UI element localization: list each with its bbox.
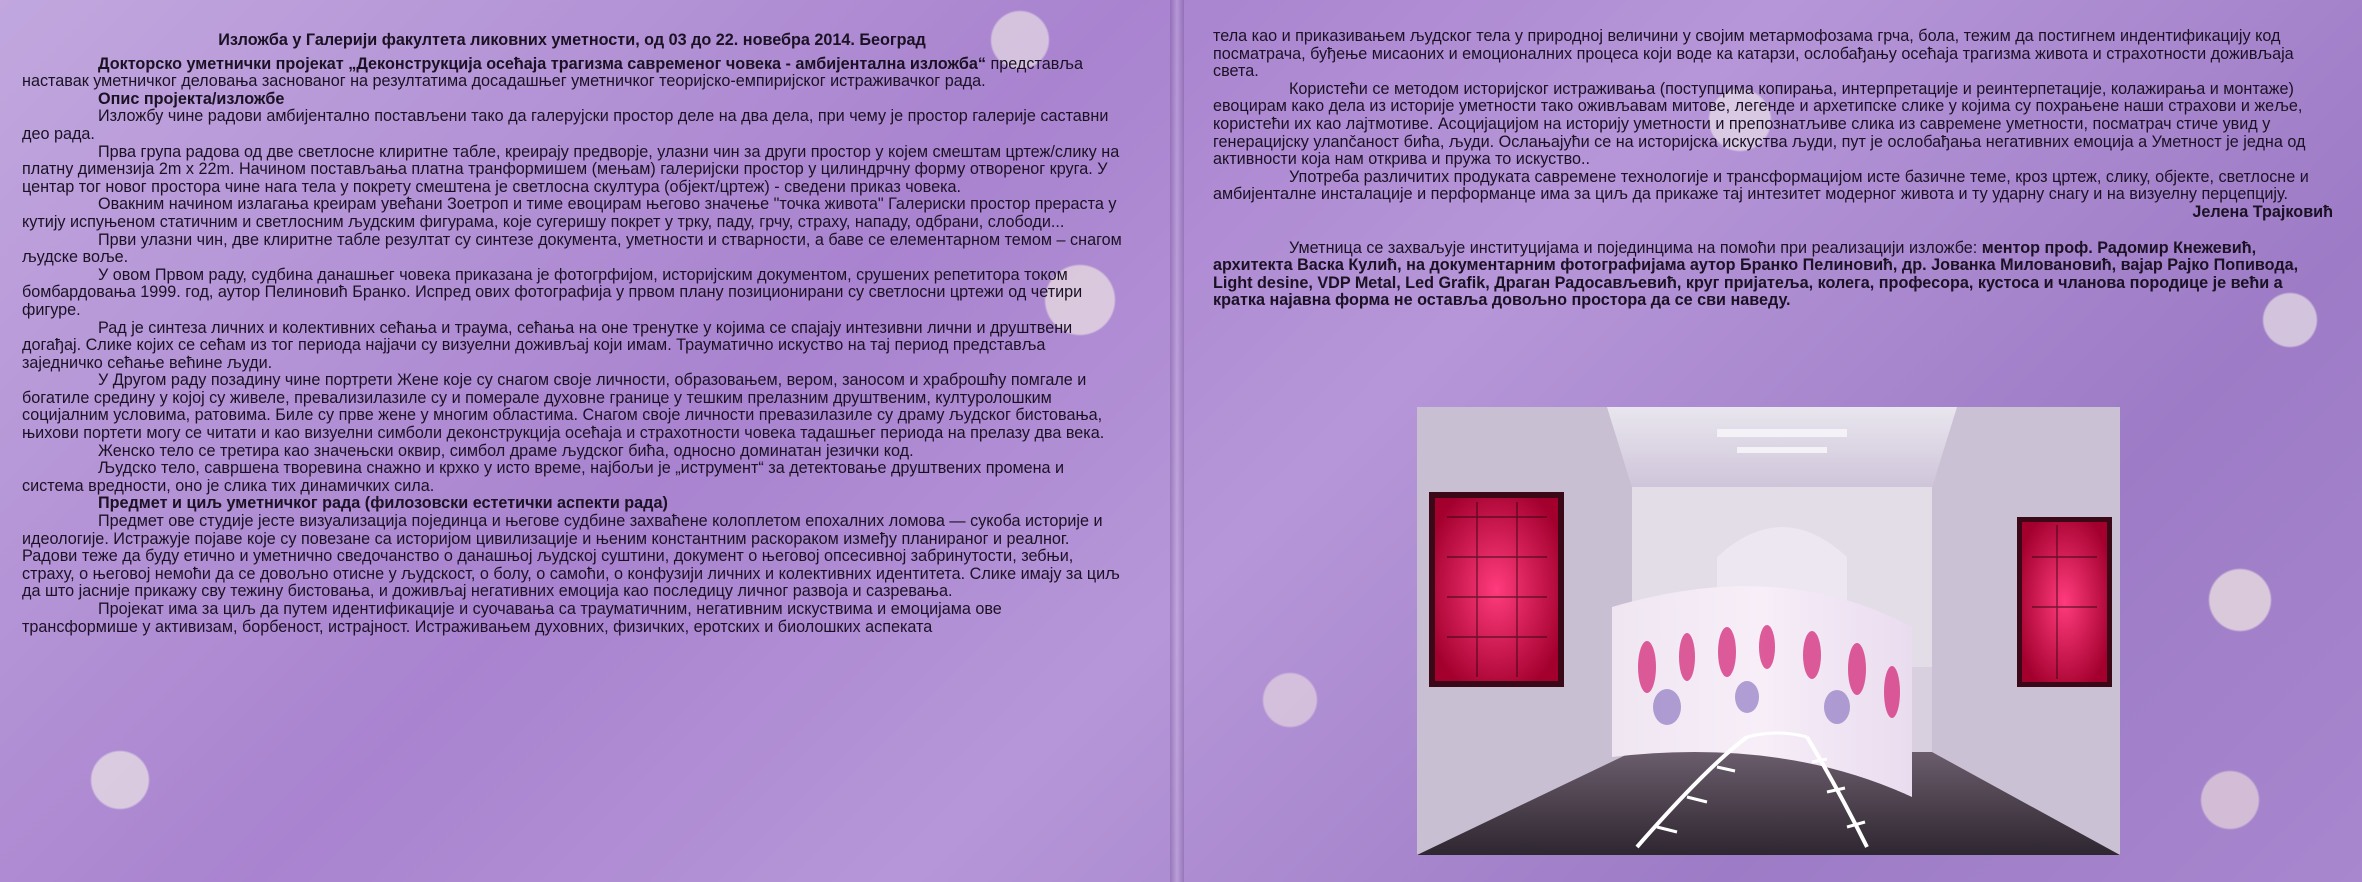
paragraph: Изложбу чине радови амбијентално постављени тако да галерујски простор деле на два дела, при чему је простор галерије саставни део рада. bbox=[22, 107, 1109, 143]
paragraph: Употреба различитих продуката савремене технологије и трансформацијом исте базичне теме, кроз цртеж, слику, објекте, светлосне и амбијенталне инсталације и перформанце има за циљ да прикаже тај интезитет модерног живота и ту ударну снагу и на визуелну перцепцију. bbox=[1213, 167, 2309, 204]
paragraph: У овом Првом раду, судбина данашњег човека приказана је фотогрфијом, историјским документом, срушених репетитора током бомбардовања 1999. год, аутор Пелиновић Бранко. Испред ових фотографија у првом плану позиционирани су светлосни цртежи од четири фигуре. bbox=[22, 265, 1083, 319]
section-heading-description: Опис пројекта/изложбе bbox=[98, 89, 285, 108]
left-page bbox=[22, 32, 1122, 636]
intro-paragraph bbox=[22, 56, 1122, 91]
section-heading-aim: Предмет и циљ уметничког рада (филозовски естетички аспекти рада) bbox=[98, 494, 668, 513]
exhibition-photo bbox=[1417, 407, 2120, 855]
paragraph: тела као и приказивањем људског тела у природној величини у својим метармофозама грча, бола, тежим да постигнем индентификацију код посматрача, буђење мисаоних и емоционалних процеса који воде ка катарзи, ослобађању осећаја трагизма живота и страхотности доживљаја света. bbox=[1213, 27, 2294, 81]
thanks-names: ментор проф. Радомир Кнежевић, архитекта Васка Кулић, на документарним фотографијама аутор Бранко Пелиновић, др. Јованка Миловановић, вајар Рајко Попивода, Light desine, VDP Metal, Led Grafik, Драган Радосављевић, круг пријатеља, колега, професора, кустоса и чланова породице је већи а кратка најавна форма не оставља довољно простора да се сви наведу. bbox=[1213, 238, 2299, 310]
paragraph: Овакним начином излагања креирам увећани Зоетроп и тиме евоцирам његово значење "точка живота" Галериски простор прераста у кутију испуњеном статичним и светлосним људским фигурама, које сугеришу покрет у трку, паду, грчу, страху, нападу, одбрани, слободи... bbox=[22, 195, 1117, 231]
thanks-text: Уметница се захваљује институцијама и појединцима на помоћи при реализацији изложбе: bbox=[1289, 238, 1982, 257]
acknowledgements bbox=[1213, 240, 2333, 310]
author-signature: Јелена Трајковић bbox=[2192, 202, 2333, 221]
paragraph: Користећи се методом историјског истраживања (поступцима копирања, интерпретације и реинтерпетације, колажирања и монтаже) евоцирам како делa из историје уметности тако оживљавам митове, легенде и архетипске слике у којима су похрањене наши страхови и жеље, користећи их као лајтмотиве. Асоцијацијом на историју уметности и препознатљиве слика из савремене уметности, посматрач стиче увид у генерацијску улančаност бића, људи. Ослањајући се на историјска искуства људи, пут је ослобађања негативних емоција а Уметност је једна од активности која нам открива и пружа то искуство.. bbox=[1213, 79, 2306, 169]
signature-row bbox=[1213, 204, 2333, 222]
spacer bbox=[1213, 222, 2333, 240]
paragraph: Рад је синтеза личних и колективних сећања и траума, сећања на оне тренутке у којима се спајају интезивни лични и друштвени догађај. Слике којих се сећам из тог периода најјачи су визуелни доживљај који имам. Трауматично искуство на тај период представља заједничко сећање већине људи. bbox=[22, 318, 1073, 372]
intro-text: представља наставак уметничког деловања заснованог на резултатима досадашњег уметничког теоријско-емпиријског истраживачког рада. bbox=[22, 54, 1083, 91]
paragraph: Предмет ове студије јесте визуализација појединца и његове судбине захваћене колоплетом епохалних ломова — сукоба историје и идеологије. Истражује појаве које су повезане са историјом цивилизације и њеним константним раскораком између планираног и реалног. Радови теже да буду етично и уметнично сведочанство о данашњој људској суштини, документ о његовој опсесивној забринутости, зебњи, страху, о његовој немоћи да се довољно отисне у људскост, о болу, о самоћи, о конфузији личних и колективних идентитета. Слике имају за циљ да што јасније прикажу сву тежину бистовања, и доживљај негативних емоција као последицу личног развоја и сазревања. bbox=[22, 512, 1120, 601]
paragraph: Људско тело, савршена творевина снажно и крхко у исто време, најбољи је „иструмент“ за детектовање друштвених промена и система вредности, оно је слика тих динамичких сила. bbox=[22, 459, 1065, 495]
page-title: Изложба у Галерији факултета ликовних уметности, од 03 до 22. новебра 2014. Београд bbox=[218, 31, 926, 49]
project-name: Докторско уметнички пројекат „Деконструкција осећаја трагизма савременог човека - амбијентална изложба“ bbox=[98, 54, 987, 73]
right-page bbox=[1213, 28, 2333, 310]
gallery-installation-illustration bbox=[1417, 407, 2120, 855]
paragraph: Женско тело се третира као значењски оквир, симбол драме људског бића, односно доминатан језички код. bbox=[98, 441, 914, 460]
page-fold bbox=[1170, 0, 1184, 882]
paragraph: У Другом раду позадину чине портрети Жене које су снагом своје личности, образовањем, вером, заносом и храброшћу помгале и богатиле средину у којој су живеле, превализилазиле су и померале духовне границе у тешким прелазним друштвеним, културолошким социјалним условима, ратовима. Биле су прве жене у многим областима. Снагом своје личности превазилазиле су драму људског бистовања, њихови портети могу се читати и као визуелни симболи деконструкција осећаја и страхотности човека тадашњег периода на прелазу два века. bbox=[22, 371, 1105, 443]
paragraph: Прва група радова од две светлосне клиритне табле, креирају предворје, улазни чин за други простор у којем смештам цртеж/слику на платну димензија 2m x 22m. Начином постављања платна транформишем (мењам) галеријски простор у цилиндрчну форму отвореног круга. У центар тог новог простора чине нага тела у покрету смештена је светлосна скултура (објект/цртеж) - сведени приказ човека. bbox=[22, 142, 1120, 196]
paragraph: Први улазни чин, две клиритне табле резултат су синтезе документа, уметности и стварности, а баве се елементарном темом – снагом људске воље. bbox=[22, 230, 1122, 267]
paragraph: Пројекат има за циљ да путем идентификације и суочавања са трауматичним, негативним искуствима и емоцијама ове трансформише у активизам, борбеност, истрајност. Истраживањем духовних, физичких, еротских и биолошких аспеката bbox=[22, 600, 1002, 636]
